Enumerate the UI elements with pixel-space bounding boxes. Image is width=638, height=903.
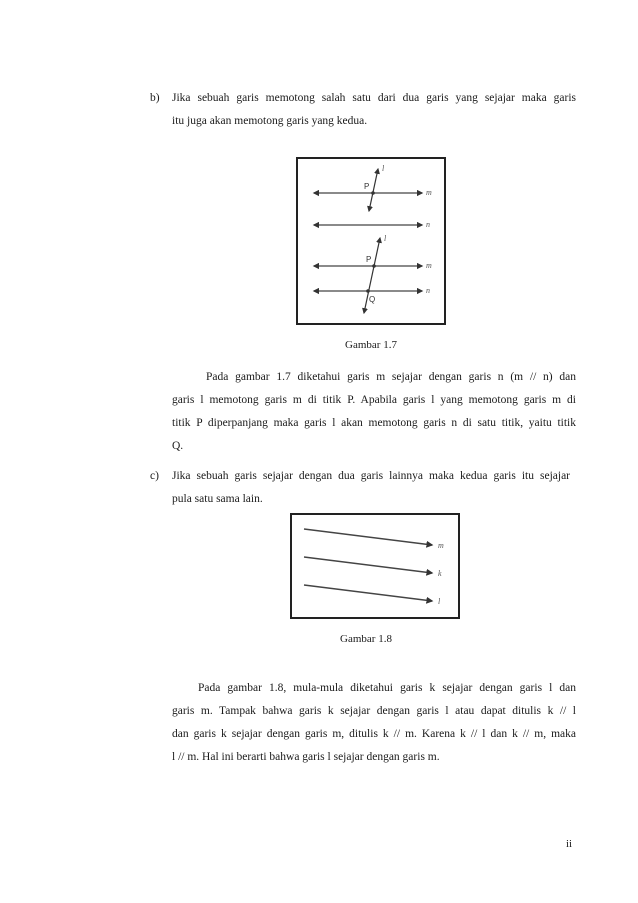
- paragraph-1-7: [172, 366, 576, 458]
- text-line: Jika sebuah garis sejajar dengan dua garis lainnya maka kedua garis itu sejajar: [172, 470, 570, 482]
- list-marker-c: c): [150, 470, 159, 482]
- figure-1-8-caption: Gambar 1.8: [340, 633, 392, 645]
- line-l-top: [369, 169, 378, 211]
- label-m-bottom: m: [426, 261, 432, 270]
- line-m: [304, 529, 432, 545]
- label-m-top: m: [426, 188, 432, 197]
- label-l-bottom: l: [384, 234, 387, 243]
- paragraph-1-8: [172, 677, 576, 769]
- text-line: Pada gambar 1.8, mula-mula diketahui garis k sejajar dengan garis l dan: [198, 682, 576, 694]
- point-p-top: [371, 191, 375, 195]
- figure-1-7-diagram: [298, 159, 444, 323]
- figure-1-8-diagram: [292, 515, 458, 617]
- section-b-text: [172, 87, 576, 133]
- section-c-text: [172, 465, 570, 511]
- text-line: l // m. Hal ini berarti bahwa garis l sejajar dengan garis m.: [172, 751, 440, 763]
- text-line: Q.: [172, 440, 184, 452]
- text-line: pula satu sama lain.: [172, 493, 263, 505]
- label-p-bottom: P: [366, 255, 372, 264]
- text-line: Jika sebuah garis memotong salah satu dari dua garis yang sejajar maka garis: [172, 92, 576, 104]
- label-k: k: [438, 569, 442, 578]
- label-n-bottom: n: [426, 286, 430, 295]
- figure-1-8: [290, 513, 460, 619]
- label-n-top: n: [426, 220, 430, 229]
- point-p-bottom: [372, 264, 376, 268]
- figure-1-7-caption: Gambar 1.7: [345, 339, 397, 351]
- list-marker-b: b): [150, 92, 160, 104]
- text-line: titik P diperpanjang maka garis l akan memotong garis n di satu titik, yaitu titik: [172, 417, 576, 429]
- label-l-top: l: [382, 164, 385, 173]
- text-line: garis m. Tampak bahwa garis k sejajar dengan garis l atau dapat ditulis k // l: [172, 705, 576, 717]
- line-k: [304, 557, 432, 573]
- label-p-top: P: [364, 182, 370, 191]
- text-line: garis l memotong garis m di titik P. Apabila garis l yang memotong garis m di: [172, 394, 576, 406]
- line-l: [304, 585, 432, 601]
- text-line: Pada gambar 1.7 diketahui garis m sejajar dengan garis n (m // n) dan: [206, 371, 576, 383]
- page-number: ii: [566, 838, 573, 850]
- label-q-bottom: Q: [369, 295, 376, 304]
- text-line: dan garis k sejajar dengan garis m, ditulis k // m. Karena k // l dan k // m, maka: [172, 728, 576, 740]
- text-line: itu juga akan memotong garis yang kedua.: [172, 115, 368, 127]
- point-q-bottom: [366, 289, 370, 293]
- label-l: l: [438, 597, 441, 606]
- label-m: m: [438, 541, 444, 550]
- figure-1-7: [296, 157, 446, 325]
